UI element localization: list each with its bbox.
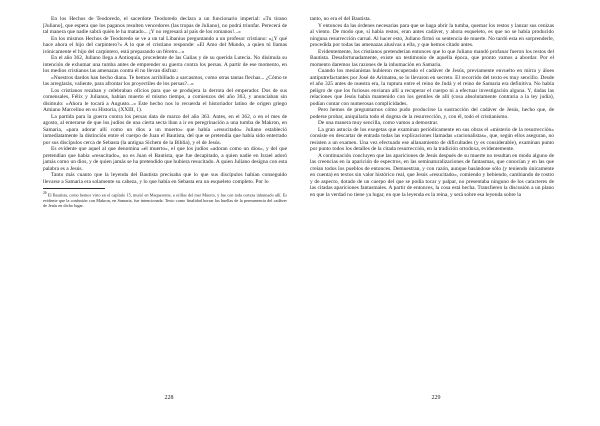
left-paragraph: «Nuestros dardos han hecho diana. Te hemos acribillado a sarcasmos, como otras tantas flechas... ¿Cómo te las arreglarás, valiente, para afrontar los proyectiles de los persas?...» <box>43 74 287 88</box>
right-page <box>310 16 554 414</box>
right-page-number: 229 <box>431 395 441 401</box>
right-paragraph: A continuación concluyen que las apariciones de Jesús después de su muerte no resultan en modo alguno de las creencias en la aparición de espectros, en las seminaturalizaciones de fantasmas, que conocían y en las que creían todos los pueblos de entonces. Demuestran, y con razón, aunque basándose sólo (y teniendo únicamente en cuenta) en textos sin valor histórico real, que Jesús «resucitado», comiendo y bebiendo, cambiando de rostro y de aspecto, dotado de un cuerpo del que se podía tocar y palpar, no presentaba ninguno de los caracteres de las citadas apariciones fantasmales. A partir de entonces, la cosa está hecha. Transfieren la discusión a un plano en que la verdad no tiene ya lugar, en que la leyenda es la reina, y será sobre esa leyenda sobre la <box>310 152 554 198</box>
left-paragraph: Es evidente que aquel al que denomina «el muerto», el que los judíos «adoran como un dios», y del que pretendían que había «resucitado», no es Juan el Bautista, que fue decapitado, a quien nadie en Israel adoró jamás como un dios, y de quien jamás se ha pretendido que hubiera resucitado. A quien Juliano designa con esta palabra es a Jesús. <box>43 146 287 172</box>
left-paragraph: En el año 362, Juliano llega a Antioquía, procedente de las Galias y de su querida Lutecia. No disimula su intención de exhumar una tumba antes de emprender su guerra contra los persas. A partir de ese momento, en los medios cristianos las amenazas contra él no llevan disfraz: <box>43 55 287 75</box>
left-paragraph: La partida para la guerra contra los persas data de marzo del año 363. Antes, en el 362, o en el mes de agosto, al enterarse de que los judíos de una cierta secta iban a ir en peregrinación a una tumba de Makron, en Samaria, «para adorar allí como un dios a un muerto» que había «resucitado» Juliano estableció inmediatamente la distinción entre el cuerpo de Juan el Bautista, del que se pretendía que había sido enterrado por sus discípulos cerca de Sebasta (la antigua Sichem de la Biblia), y el de Jesús. <box>43 113 287 146</box>
footnote-text: El Bautista, como hemos visto en el capítulo 15, murió en Maqueronte, a orillas del mar Muerto, y fue con toda certeza inhumado allí. Es evidente que la confusión con Makron, en Samaria, fue intencionada. Texto como finalidad borrar las huellas de la permanencia del cadáver de Jesús en dicho lugar. <box>43 192 287 209</box>
right-paragraph: Pero hemos de preguntarnos cómo pudo producirse la sustracción del cadáver de Jesús, hecho que, de poderse probar, aniquilaría todo el dogma de la resurrección, y, con él, todo el cristianismo. <box>310 107 554 120</box>
left-page <box>43 16 287 414</box>
footnote-rule <box>43 188 105 189</box>
right-paragraph: La gran astucia de los exegetas que examinan periódicamente en sus obras el «misterio de la resurrección» consiste en descartar de entrada todas las explicaciones llamadas «racionalistas», que, según ellos aseguran, no resisten a un examen. Una vez efectuado ese allanamiento de dificultades (y es considerable), examinan punto por punto todos los detalles de la citada resurrección, en la tradición ortodoxa, evidentemente. <box>310 126 554 153</box>
left-paragraph: En los Hechos de Teodoredo, el sacerdote Teodoredo declara a un funcionario imperial: «Tu tirano [Juliano], que espera que los paganos resulten vencedores (las tropas de Juliano), no podrá triunfar. Perecerá de tal manera que nadie sabrá quién le ha matado... ¡Y no regresará al país de los romanos!...» <box>43 16 287 36</box>
right-paragraph: Evidentemente, los cristianos pretenderían entonces que lo que Juliano mandó profanar fueron los restos del Bautista. Desafortunadamente, existe un testimonio de aquella época, que pronto vamos a abordar. Por el momento daremos las razones de la inhumación en Samaria. <box>310 48 554 68</box>
footnote <box>43 191 287 208</box>
right-paragraph: tanto, no era el del Bautista. <box>310 16 371 22</box>
left-page-number: 228 <box>164 395 174 401</box>
footnote-marker: 26 <box>43 191 47 196</box>
right-paragraph: Y entonces da las órdenes necesarias para que se haga abrir la tumba, quemar los restos y lanzar sus cenizas al viento. De modo que, si había restos, eran antes cadáver, y ahora esqueleto, es que no se había producido ninguna resurrección carnal. Al hacer esto, Juliano firmó su sentencia de muerte. No tardó esta en sorprenderle, procedida por todas las amenazas alusivas a ella, y que hemos citado antes. <box>310 22 554 49</box>
left-page-body <box>43 16 287 185</box>
left-paragraph: En los mismos Hechos de Teodoredo se ve a un tal Libanius preguntando a un profesor cristiano: «¿Y qué hace ahora el hijo del carpintero?» A lo que el cristiano responde: «El Amo del Mundo, a quien tú llamas irónicamente el hijo del carpintero, está preparando un féretro...» <box>43 35 287 55</box>
left-paragraph: Tanto más cuanto que la leyenda del Bautista precisaba que lo que sus discípulos habían conseguido llevarse a Samaria era solamente su cabeza, y lo que había en Sebasta era un esqueleto completo. Por lo <box>43 172 287 185</box>
right-page-body <box>310 16 554 198</box>
right-paragraph: De una manera muy sencilla, como vamos a demostrar. <box>318 120 439 127</box>
left-paragraph: Los cristianos rezaban y celebraban oficios para que se produjera la derrota del emperador. Dos de sus comensales, Félix y Julianus, habían muerto el mismo tiempo, a comienzos del año 363, y anunciaban sin disimulo: «Ahora le tocará a Augusto...» Este hecho nos lo recuerda el historiador latino de origen griego Amiano Marcelino en su Historia, (XXIII, 1). <box>43 87 287 114</box>
right-paragraph: Cuando los mesianistas hubieron recuperado el cadáver de Jesús, previamente envuelto en mirra y áloes antiputrefactantes por José de Arimatea, se lo llevaron en secreto. El recorrido del texto es muy sencillo. Desde el año 325 antes de nuestra era, la ruptura entre el reino de Judá y el reino de Samaria era definitiva. No había peligro de que los furiosos enviaran allí a recuperar el cuerpo ni a efectuar investigación alguna. Y, dadas las relaciones que Jesús había mantenido con los gentiles de allí (cosa absolutamente contraria a la ley judía), podían contar con numerosas complicidades. <box>310 68 554 107</box>
